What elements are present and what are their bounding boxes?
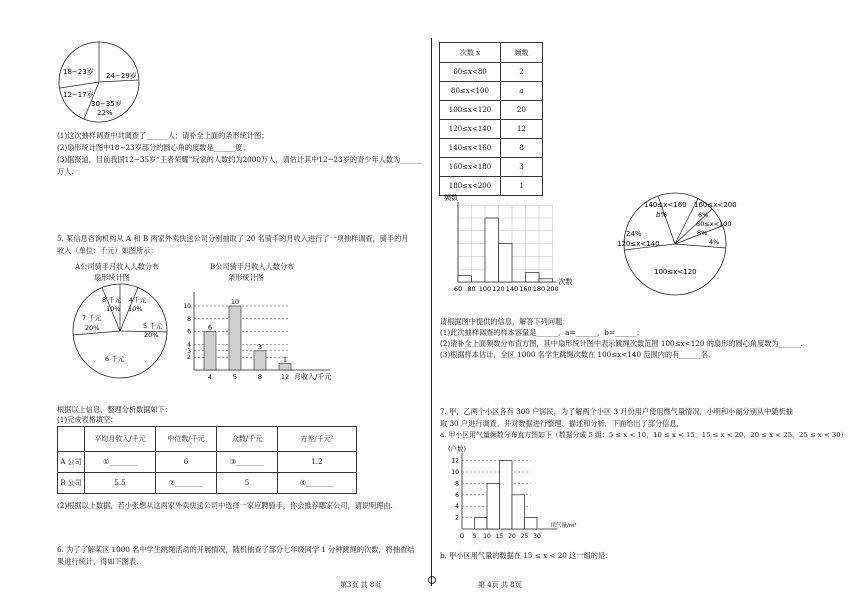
q4-line-1: (1)这次抽样调查中共调查了______人；请补全上面的条形统计图； [57,131,269,140]
x-tick-label: 60 [453,285,463,293]
age-pie-label: 18−23岁 [63,68,94,76]
q6-text-1: 请根据图中提供的信息，解答下列问题： [440,317,570,326]
chartA-subtitle: 扇形统计图 [94,273,130,282]
footer-left: 第3页 共 8页 [340,581,382,589]
page-fold-icon [428,576,436,584]
age-pie-label: 30−35岁 [91,100,122,108]
page-divider [431,38,432,586]
y-axis-label: 频数 [444,194,458,202]
pie-a-label: 6 千元 [105,355,125,363]
freq-cell: 180≤x<200 [440,177,501,196]
bar [279,364,291,370]
x-tick-label: 80 [467,285,476,293]
x-tick-label: 5 [232,373,238,381]
q6-text-3: (2)请补全上面频数分布直方图，其中扇形统计图中表示跳绳次数范围 100≤x<120 的扇形的圆心角度数为______. [440,339,803,348]
x-axis-label: 次数 [558,278,573,286]
pie-right-label: 160≤x<200 [694,201,737,209]
stats-header: 平均月收入/千元 [85,427,156,452]
stats-header: 众数/千元 [217,427,278,452]
age-pie-label: 12−17岁 [63,91,94,99]
q5-part-2: (2)根据以上数据，若小张想从这两家外卖快送公司中选择一家应聘骑手，你会推荐哪家公司，请说明理由. [57,501,393,510]
stats-table [57,426,357,494]
freq-cell: 3 [501,158,543,177]
freq-cell: 60≤x<80 [440,63,501,82]
company-b-bar-chart [180,290,340,384]
stats-cell: 6 [156,452,217,473]
pie-a-label: 10% [128,305,143,313]
bar-value-label: 10 [230,298,240,306]
freq-cell: 12 [501,120,543,139]
x-tick-label: 5 [472,533,477,540]
y-tick-label: 4 [187,341,191,349]
q4-line-3: (3)据报道，目前我国12−35岁“王者荣耀”玩家的人数约为2000万人，请估计其中12−23岁的青少年人数为______ [57,155,422,164]
y-tick-label: 2 [455,514,459,522]
x-tick-label: 12 [280,373,290,381]
x-axis-label: 月收入/千元 [294,373,332,381]
pie-a-label: 10% [106,305,121,313]
stats-cell: A 公司 [58,452,85,473]
histogram-bar [525,518,538,529]
company-a-pie-chart [62,282,178,380]
pie-a-label: 7 千元 [82,314,102,322]
x-tick-label: 8 [257,373,263,381]
x-tick-label: 120 [492,285,505,293]
stats-cell: 5 [217,473,278,494]
stats-cell: ④________ [278,473,357,494]
pie-right-label: 8% [697,229,708,237]
freq-cell: 100≤x<120 [440,101,501,120]
x-tick-label: 100 [478,285,492,293]
stats-cell: ②________ [156,473,217,494]
pie-a-label: 8 千元 [102,296,122,304]
bar [254,351,266,370]
freq-cell: 1 [501,177,543,196]
pie-right-label: 120≤x<140 [617,240,660,248]
pie-a-label: 20% [144,331,159,339]
x-tick-label: 25 [520,533,529,540]
x-tick-label: 140 [505,285,519,293]
q6-line-1: 6. 为了了解某区 1000 名中学生跳绳活动的开展情况，随机抽查了部分七年级同学 1 分钟跳绳的次数，将抽查结 [57,545,415,554]
stats-cell: 1.2 [278,452,357,473]
freq-cell: a [501,82,543,101]
freq-cell: 160≤x<180 [440,158,501,177]
bar [204,332,216,370]
pie-right-label: 140≤x<160 [644,201,687,209]
y-tick-label: 10 [183,303,191,310]
freq-cell: 140≤x<160 [440,139,501,158]
stats-cell: 5.5 [85,473,156,494]
freq-cell: 2 [501,63,543,82]
q5-line-2: 收入（单位：千元）如图所示： [57,246,158,255]
after-charts-line-2: (1)完成表格填空； [57,415,118,424]
gas-usage-histogram [448,443,588,549]
histogram-bar [487,483,500,529]
pie-right-label: b% [656,211,668,219]
q4-line-2: (2)扇形统计图中18−23岁部分的圆心角的度数是______度； [57,143,250,152]
x-tick-label: 160 [519,285,532,293]
stats-cell: ①________ [85,452,156,473]
pie-right-label: 4% [709,238,720,246]
x-tick-label: 20 [508,533,516,540]
jump-rope-histogram [440,192,590,296]
q7-part-b: b. 甲小区用气量的数据在 15 ≤ x < 20 这一组的是： [440,551,613,560]
jump-rope-pie-chart [612,190,738,298]
age-pie-label: 24−29岁 [106,72,137,80]
histogram-bar [485,218,499,282]
x-tick-label: 10 [483,533,491,540]
stats-header: 方差/千元² [278,427,357,452]
freq-cell: 20 [501,101,543,120]
freq-header: 频数 [501,43,543,63]
bar [229,306,241,370]
x-tick-label: 30 [533,533,541,540]
pie-a-label: 20% [85,324,100,332]
after-charts-line-1: 根据以上信息，整理分析数据如下： [57,405,173,414]
histogram-bar [500,461,513,529]
y-tick-label: 8 [455,480,459,488]
freq-header: 次数 x [440,43,501,63]
y-tick-label: 12 [451,457,459,465]
y-tick-label: 8 [187,315,191,323]
q6-text-2: (1)此次抽样调查的样本容量是______，a=______，b=______； [440,328,644,337]
pie-right-label: 100≤x<120 [654,268,697,276]
age-pie-label: 22% [97,109,113,117]
pie-right-label: 6% [698,211,709,219]
q4-line-4: 万人. [57,167,74,176]
freq-cell: 80≤x<100 [440,82,501,101]
q5-line-1: 5. 某信息咨询机构从 A 和 B 两家外卖快送公司分别抽取了 20 名骑手的月收入进行了一项抽样调查，骑手的月 [57,234,409,243]
bar-value-label: 3 [257,342,263,351]
x-tick-label: 180 [532,285,546,293]
x-tick-label: O [459,533,465,540]
footer-right: 第 4页 共 8页 [478,581,522,589]
pie-right-label: 24% [626,230,642,238]
q6-line-2: 果进行统计，得如下图表. [57,557,139,566]
histogram-bar [526,272,540,282]
q6-text-4: (3)根据样本估计，全区 1000 名学生跳绳次数在 100≤x<140 范围内的有______名. [440,350,711,359]
x-tick-label: 4 [207,373,213,381]
bar-value-label: 6 [207,323,213,332]
q7-text-3: a. 甲小区用气量频数分布直方图如下（数据分成 5 组：5 ≤ x < 10，10 ≤ x < 15，15 ≤ x < 20，20 ≤ x < 25，25 ≤ x < 30） [440,431,848,439]
age-pie-chart [54,40,144,124]
y-tick-label: 4 [455,503,459,511]
pie-a-label: 4千元 [129,296,147,304]
chartB-title: B公司骑手月收入人数分布 [210,262,295,271]
freq-cell: 120≤x<140 [440,120,501,139]
y-tick-label: 6 [187,328,191,336]
pie-a-label: 5 千元 [143,322,163,330]
x-tick-label: 200 [546,285,559,293]
chartB-subtitle: 条形统计图 [228,273,264,282]
histogram-bar [499,244,513,282]
pie-right-label: 80≤x<100 [696,220,732,228]
stats-cell: B 公司 [58,473,85,494]
chartA-title: A公司骑手月收入人数分布 [75,262,160,271]
frequency-table [439,42,543,196]
y-tick-label: 2 [187,354,191,362]
y-axis-label: (户数) [448,445,467,453]
x-tick-label: 15 [495,533,504,540]
q7-text-2: 取 30 户进行调查，并对数据进行整理、描述和分析．下面给出了部分信息． [440,419,684,428]
histogram-bar [475,518,488,529]
freq-cell: 8 [501,139,543,158]
bar-value-label: 1 [282,355,288,364]
q7-text-1: 7. 甲，乙两个小区各有 300 户居民，为了解两个小区 3 月份用户使用燃气量情况，小明和小丽分别从中随机抽 [440,407,793,416]
y-tick-label: 10 [451,469,459,476]
y-tick-label: 6 [455,491,459,499]
histogram-bar [539,279,553,282]
stats-header [58,427,85,452]
histogram-bar [512,495,525,529]
x-axis-label: 用气量/m³ [550,523,577,529]
stats-header: 中位数/千元 [156,427,217,452]
y-tick-label: 3 [187,347,191,355]
stats-cell: ③________ [217,452,278,473]
histogram-bar [458,276,472,282]
